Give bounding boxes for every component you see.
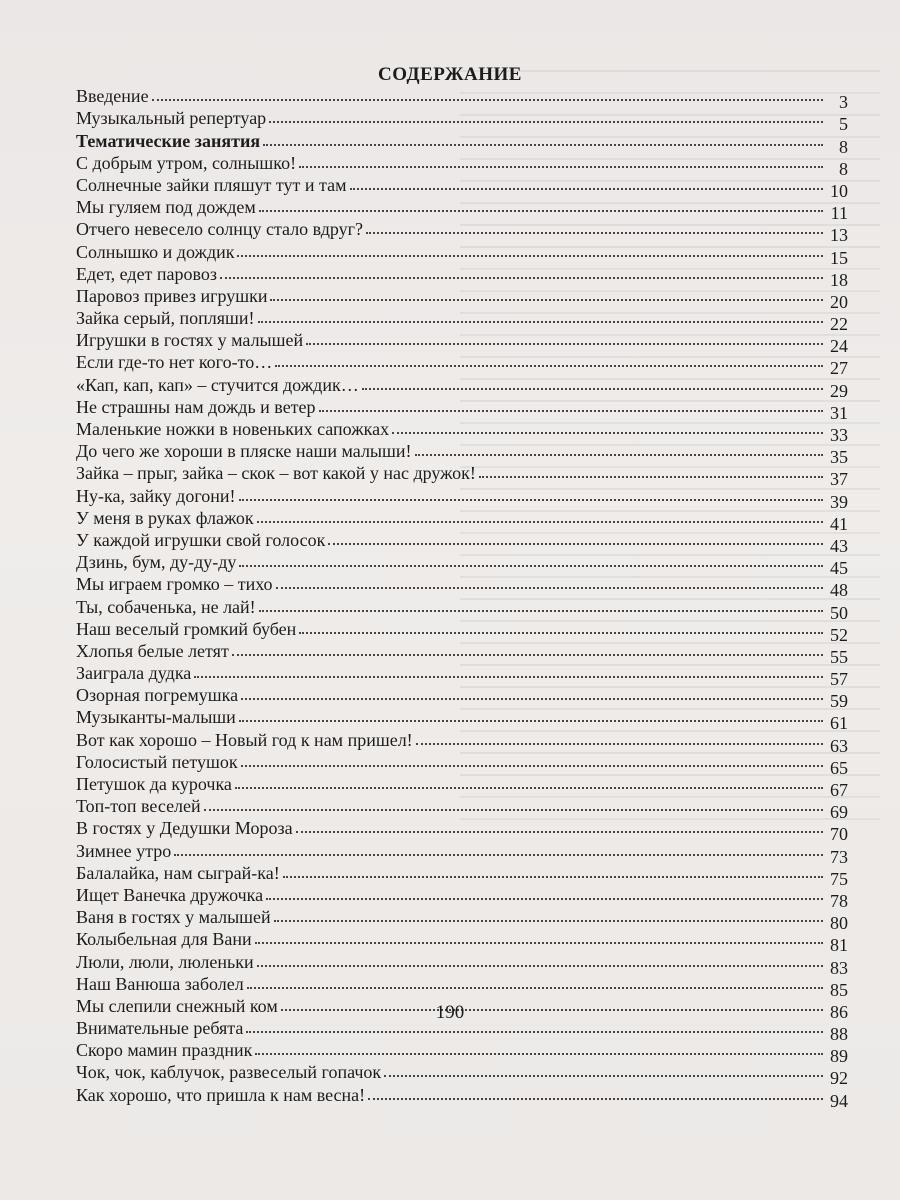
toc-entry-page: 24 bbox=[830, 336, 848, 357]
toc-entry-title: Люли, люли, люленьки bbox=[76, 951, 254, 972]
toc-entry-title: Голосистый петушок bbox=[76, 751, 238, 772]
dot-leader bbox=[392, 432, 823, 434]
toc-entry bbox=[76, 639, 848, 667]
dot-leader bbox=[416, 743, 823, 745]
dot-leader bbox=[204, 809, 823, 811]
toc-entry-page: 41 bbox=[830, 513, 848, 534]
toc-entry bbox=[76, 838, 848, 867]
toc-entry-title: Маленькие ножки в новеньких сапожках bbox=[76, 419, 390, 439]
dot-leader bbox=[258, 321, 823, 323]
toc-entry-page: 43 bbox=[830, 535, 848, 556]
dot-leader bbox=[255, 942, 823, 944]
dot-leader bbox=[235, 787, 823, 789]
toc-entry-page: 45 bbox=[830, 558, 848, 579]
page-number: 190 bbox=[435, 1002, 465, 1023]
toc-entry-title: Зайка – прыг, зайка – скок – вот какой у нас дружок! bbox=[76, 463, 476, 484]
toc-entry bbox=[76, 439, 848, 468]
toc-entry-title: Ищет Ванечка дружочка bbox=[76, 884, 264, 905]
toc-entry-title: У меня в руках флажок bbox=[76, 507, 254, 528]
toc-entry-page: 5 bbox=[839, 114, 848, 135]
toc-entry bbox=[76, 461, 848, 490]
toc-entry-page: 15 bbox=[830, 247, 848, 268]
toc-entry bbox=[76, 794, 848, 823]
toc-entry bbox=[76, 1060, 848, 1089]
toc-entry-page: 59 bbox=[830, 691, 848, 712]
toc-entry-page: 55 bbox=[830, 646, 848, 667]
toc-entry bbox=[76, 195, 848, 224]
dot-leader bbox=[241, 698, 823, 700]
toc-entry-page: 67 bbox=[830, 780, 848, 800]
toc-entry-page: 8 bbox=[839, 136, 848, 157]
dot-leader bbox=[270, 299, 823, 301]
dot-leader bbox=[269, 121, 823, 123]
toc-entry-title: Вот как хорошо – Новый год к нам пришел! bbox=[76, 729, 413, 750]
toc-entry-title: Солнышко и дождик bbox=[76, 241, 235, 262]
toc-entry-page: 94 bbox=[830, 1090, 848, 1111]
toc-entry-page: 88 bbox=[830, 1024, 848, 1045]
toc-entry-page: 57 bbox=[830, 669, 848, 690]
toc-entry bbox=[76, 173, 848, 201]
toc-entry-page: 10 bbox=[830, 180, 848, 201]
toc-entry bbox=[76, 927, 848, 956]
toc-entry bbox=[76, 905, 848, 934]
toc-entry-page: 52 bbox=[830, 624, 848, 645]
toc-entry-page: 69 bbox=[830, 802, 848, 823]
toc-entry-title: Ну-ка, зайку догони! bbox=[76, 485, 236, 506]
toc-entry-page: 37 bbox=[830, 469, 848, 490]
toc-entry-page: 86 bbox=[830, 1001, 848, 1022]
toc-entry-title: Едет, едет паровоз bbox=[76, 263, 218, 284]
toc-entry-page: 92 bbox=[830, 1068, 848, 1089]
toc-entry bbox=[76, 306, 848, 335]
dot-leader bbox=[415, 454, 823, 456]
dot-leader bbox=[479, 476, 823, 478]
dot-leader bbox=[232, 654, 823, 656]
toc-entry-title: Музыкальный репертуар bbox=[76, 108, 267, 129]
dot-leader bbox=[306, 343, 823, 345]
toc-entry bbox=[76, 106, 848, 135]
toc-entry-title: Ваня в гостях у малышей bbox=[76, 907, 271, 928]
dot-leader bbox=[247, 987, 823, 989]
toc-entry-title: Если где-то нет кого-то… bbox=[76, 352, 273, 373]
dot-leader bbox=[263, 144, 823, 146]
dot-leader bbox=[283, 876, 823, 878]
toc-entry-page: 70 bbox=[830, 824, 848, 845]
toc-entry-title: Балалайка, нам сыграй-ка! bbox=[76, 862, 280, 883]
toc-entry-title: До чего же хороши в пляске наши малыши! bbox=[76, 441, 412, 462]
dot-leader bbox=[259, 210, 823, 212]
dot-leader bbox=[194, 676, 823, 678]
toc-entry-page: 31 bbox=[830, 402, 848, 423]
toc-entry bbox=[76, 594, 848, 623]
toc-entry-page: 3 bbox=[839, 92, 848, 113]
toc-entry-title: Музыканты-малыши bbox=[76, 707, 236, 728]
toc-entry-title: Петушок да курочка bbox=[76, 774, 232, 794]
toc-entry-page: 39 bbox=[830, 491, 848, 512]
dot-leader bbox=[274, 920, 823, 922]
toc-entry-title: Мы гуляем под дождем bbox=[76, 197, 256, 218]
toc-entry-title: Тематические занятия bbox=[76, 130, 261, 151]
dot-leader bbox=[220, 277, 823, 279]
dot-leader bbox=[255, 1053, 823, 1055]
toc-entry-page: 50 bbox=[830, 602, 848, 623]
toc-entry-page: 78 bbox=[830, 890, 848, 911]
dot-leader bbox=[241, 765, 823, 767]
toc-entry-title: Хлопья белые летят bbox=[76, 640, 229, 661]
toc-entry bbox=[76, 972, 848, 1000]
toc-entry-page: 13 bbox=[830, 225, 848, 246]
toc-entry-page: 75 bbox=[830, 868, 848, 889]
toc-entry-title: Не страшны нам дождь и ветер bbox=[76, 396, 316, 417]
toc-entry-page: 63 bbox=[830, 735, 848, 756]
dot-leader bbox=[239, 499, 823, 501]
toc-entry-title: Мы играем громко – тихо bbox=[76, 574, 273, 595]
toc-entry bbox=[76, 683, 848, 712]
dot-leader bbox=[259, 610, 823, 612]
toc-entry bbox=[76, 506, 848, 534]
toc-entry-page: 89 bbox=[830, 1046, 848, 1067]
dot-leader bbox=[299, 632, 823, 634]
toc-entry-title: Введение bbox=[76, 86, 149, 107]
toc-entry-title: С добрым утром, солнышко! bbox=[76, 152, 297, 173]
toc-entry-page: 29 bbox=[830, 380, 848, 401]
toc-entry bbox=[76, 949, 848, 978]
toc-entry bbox=[76, 1082, 848, 1111]
dot-leader bbox=[384, 1075, 823, 1077]
dot-leader bbox=[257, 521, 823, 523]
table-of-contents bbox=[76, 84, 848, 1111]
toc-entry-page: 85 bbox=[830, 979, 848, 1000]
toc-entry-page: 11 bbox=[830, 203, 848, 224]
toc-entry-page: 65 bbox=[830, 757, 848, 778]
toc-entry-title: У каждой игрушки свой голосок bbox=[76, 529, 326, 550]
toc-entry bbox=[76, 239, 848, 268]
toc-entry-title: Колыбельная для Вани bbox=[76, 929, 252, 950]
toc-entry bbox=[76, 617, 848, 645]
toc-entry bbox=[76, 372, 848, 401]
toc-entry-title: Скоро мамин праздник bbox=[76, 1040, 253, 1061]
toc-entry bbox=[76, 550, 848, 579]
page-title: СОДЕРЖАНИЕ bbox=[378, 64, 522, 85]
dot-leader bbox=[276, 587, 823, 589]
toc-entry bbox=[76, 661, 848, 690]
dot-leader bbox=[246, 1031, 823, 1033]
toc-entry-title: Ты, собаченька, не лай! bbox=[76, 596, 256, 617]
toc-entry bbox=[76, 816, 848, 845]
toc-entry-title: Заиграла дудка bbox=[76, 663, 192, 684]
toc-entry-page: 81 bbox=[830, 935, 848, 956]
dot-leader bbox=[328, 543, 823, 545]
dot-leader bbox=[266, 898, 823, 900]
toc-entry-page: 48 bbox=[830, 580, 848, 601]
toc-entry bbox=[76, 262, 848, 290]
toc-entry bbox=[76, 772, 848, 800]
toc-entry bbox=[76, 705, 848, 734]
toc-entry-title: Наш веселый громкий бубен bbox=[76, 618, 297, 639]
toc-entry bbox=[76, 572, 848, 601]
toc-entry-page: 35 bbox=[830, 447, 848, 468]
dot-leader bbox=[319, 410, 823, 412]
toc-entry bbox=[76, 417, 848, 445]
toc-entry-title: Топ-топ веселей bbox=[76, 796, 201, 817]
toc-entry-title: Как хорошо, что пришла к нам весна! bbox=[76, 1084, 366, 1105]
toc-entry bbox=[76, 284, 848, 312]
toc-entry-title: Отчего невесело солнцу стало вдруг? bbox=[76, 219, 364, 240]
toc-entry-title: Внимательные ребята bbox=[76, 1018, 244, 1039]
toc-entry-page: 20 bbox=[830, 291, 848, 312]
toc-entry-title: В гостях у Дедушки Мороза bbox=[76, 818, 293, 839]
dot-leader bbox=[366, 232, 823, 234]
toc-entry-page: 73 bbox=[830, 846, 848, 867]
toc-entry-page: 61 bbox=[830, 713, 848, 734]
toc-entry bbox=[76, 727, 848, 756]
toc-entry-page: 8 bbox=[839, 158, 848, 179]
dot-leader bbox=[239, 720, 823, 722]
toc-entry bbox=[76, 350, 848, 379]
dot-leader bbox=[275, 365, 823, 367]
toc-entry bbox=[76, 528, 848, 556]
toc-entry-title: Паровоз привез игрушки bbox=[76, 285, 268, 306]
dot-leader bbox=[299, 166, 823, 168]
toc-entry-title: Наш Ванюша заболел bbox=[76, 973, 244, 994]
toc-entry bbox=[76, 128, 848, 157]
toc-entry bbox=[76, 861, 848, 889]
toc-entry-title: Зимнее утро bbox=[76, 840, 172, 861]
toc-entry-page: 80 bbox=[830, 913, 848, 934]
toc-entry bbox=[76, 217, 848, 246]
toc-entry-title: Солнечные зайки пляшут тут и там bbox=[76, 174, 347, 195]
toc-entry bbox=[76, 1038, 848, 1067]
toc-entry bbox=[76, 483, 848, 512]
dot-leader bbox=[350, 188, 823, 190]
dot-leader bbox=[237, 255, 823, 257]
toc-entry bbox=[76, 84, 848, 113]
toc-entry bbox=[76, 151, 848, 179]
toc-entry-page: 27 bbox=[830, 358, 848, 379]
toc-entry-title: Дзинь, бум, ду-ду-ду bbox=[76, 552, 237, 573]
toc-entry bbox=[76, 883, 848, 911]
dot-leader bbox=[239, 565, 823, 567]
toc-entry-title: Зайка серый, попляши! bbox=[76, 308, 255, 329]
dot-leader bbox=[257, 965, 823, 967]
dot-leader bbox=[362, 388, 823, 390]
toc-entry-title: Чок, чок, каблучок, развеселый гопачок bbox=[76, 1062, 382, 1083]
toc-entry bbox=[76, 750, 848, 778]
toc-entry-page: 33 bbox=[830, 425, 848, 445]
toc-entry-title: Игрушки в гостях у малышей bbox=[76, 330, 304, 351]
toc-entry-title: Мы слепили снежный ком bbox=[76, 995, 278, 1016]
toc-entry-page: 22 bbox=[830, 314, 848, 335]
toc-entry-page: 83 bbox=[830, 957, 848, 978]
toc-entry bbox=[76, 328, 848, 357]
dot-leader bbox=[368, 1098, 823, 1100]
toc-entry-page: 18 bbox=[830, 269, 848, 290]
toc-entry-title: «Кап, кап, кап» – стучится дождик… bbox=[76, 374, 359, 395]
toc-entry-title: Озорная погремушка bbox=[76, 685, 239, 706]
dot-leader bbox=[152, 99, 823, 101]
dot-leader bbox=[296, 831, 823, 833]
dot-leader bbox=[174, 854, 823, 856]
toc-entry bbox=[76, 395, 848, 423]
